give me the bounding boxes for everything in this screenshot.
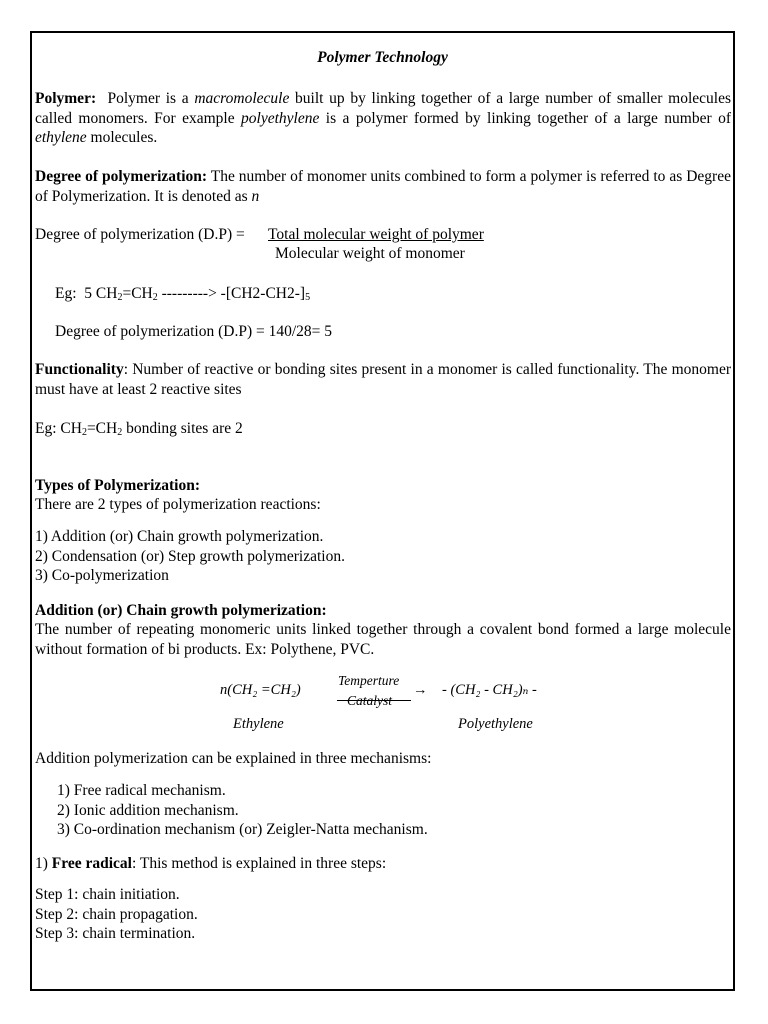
functionality-example: Eg: $CH_2=CH_2$ bonding sites are 2 bbox=[35, 420, 243, 438]
step-3: Step 3: chain termination. bbox=[35, 925, 196, 942]
types-intro: There are 2 types of polymerization reactions: bbox=[35, 496, 321, 513]
dp-definition: Degree of polymerization: The number of monomer units combined to form a polymer is referred to as Degree of Polymerization. It is denoted as n bbox=[35, 168, 731, 205]
dp-calculation: Degree of polymerization (D.P) = 140/28= 5 bbox=[55, 323, 333, 340]
reaction-arrow: → bbox=[413, 682, 428, 698]
free-radical-term: Free radical bbox=[51, 855, 132, 872]
mechanism-item-1: 1) Free radical mechanism. bbox=[57, 782, 226, 799]
dp-numerator: Total molecular weight of polymer bbox=[268, 226, 484, 243]
mechanism-item-2: 2) Ionic addition mechanism. bbox=[57, 802, 239, 819]
reaction-reactant: n(CH₂ =CH₂) bbox=[220, 682, 301, 698]
mechanisms-intro: Addition polymerization can be explained in three mechanisms: bbox=[35, 750, 432, 767]
addition-heading: Addition (or) Chain growth polymerization: bbox=[35, 602, 327, 619]
types-item-2: 2) Condensation (or) Step growth polymerization. bbox=[35, 548, 345, 565]
product-name: Polyethylene bbox=[458, 716, 533, 732]
page-title: Polymer Technology bbox=[317, 49, 448, 66]
reactant-name: Ethylene bbox=[233, 716, 284, 732]
dp-denominator: Molecular weight of monomer bbox=[275, 245, 465, 262]
step-2: Step 2: chain propagation. bbox=[35, 906, 198, 923]
reaction-condition-bottom: Catalyst bbox=[347, 693, 393, 708]
types-item-1: 1) Addition (or) Chain growth polymerization. bbox=[35, 528, 324, 545]
polymer-term: Polymer: bbox=[35, 90, 97, 107]
reaction-product: - (CH₂ - CH₂)ₙ - bbox=[442, 682, 537, 698]
dp-term: Degree of polymerization: bbox=[35, 168, 208, 185]
functionality-term: Functionality bbox=[35, 361, 124, 378]
dp-example: Eg: 5 $CH_2=CH_2$ ---------> $-[CH2-CH2-]_5$ bbox=[55, 285, 311, 303]
free-radical-line: 1) Free radical: This method is explained in three steps: bbox=[35, 855, 387, 872]
step-1: Step 1: chain initiation. bbox=[35, 886, 180, 903]
types-item-3: 3) Co-polymerization bbox=[35, 567, 169, 584]
functionality-definition: Functionality: Number of reactive or bonding sites present in a monomer is called functionality. The monomer must have at least 2 reactive sites bbox=[35, 361, 731, 398]
reaction-condition-top: Temperture bbox=[338, 673, 400, 688]
addition-definition: The number of repeating monomeric units linked together through a covalent bond formed a large molecule without formation of bi products. Ex: Polythene, PVC. bbox=[35, 621, 731, 658]
mechanism-item-3: 3) Co-ordination mechanism (or) Zeigler-Natta mechanism. bbox=[57, 821, 428, 838]
polymer-definition: Polymer: Polymer is a macromolecule built up by linking together of a large number of smaller molecules called monomers. For example polyethylene is a polymer formed by linking together of a large number of ethylene molecules. bbox=[35, 90, 732, 146]
types-heading: Types of Polymerization: bbox=[35, 477, 201, 494]
dp-formula-lhs: Degree of polymerization (D.P) = bbox=[35, 226, 245, 243]
document-page bbox=[30, 31, 735, 991]
